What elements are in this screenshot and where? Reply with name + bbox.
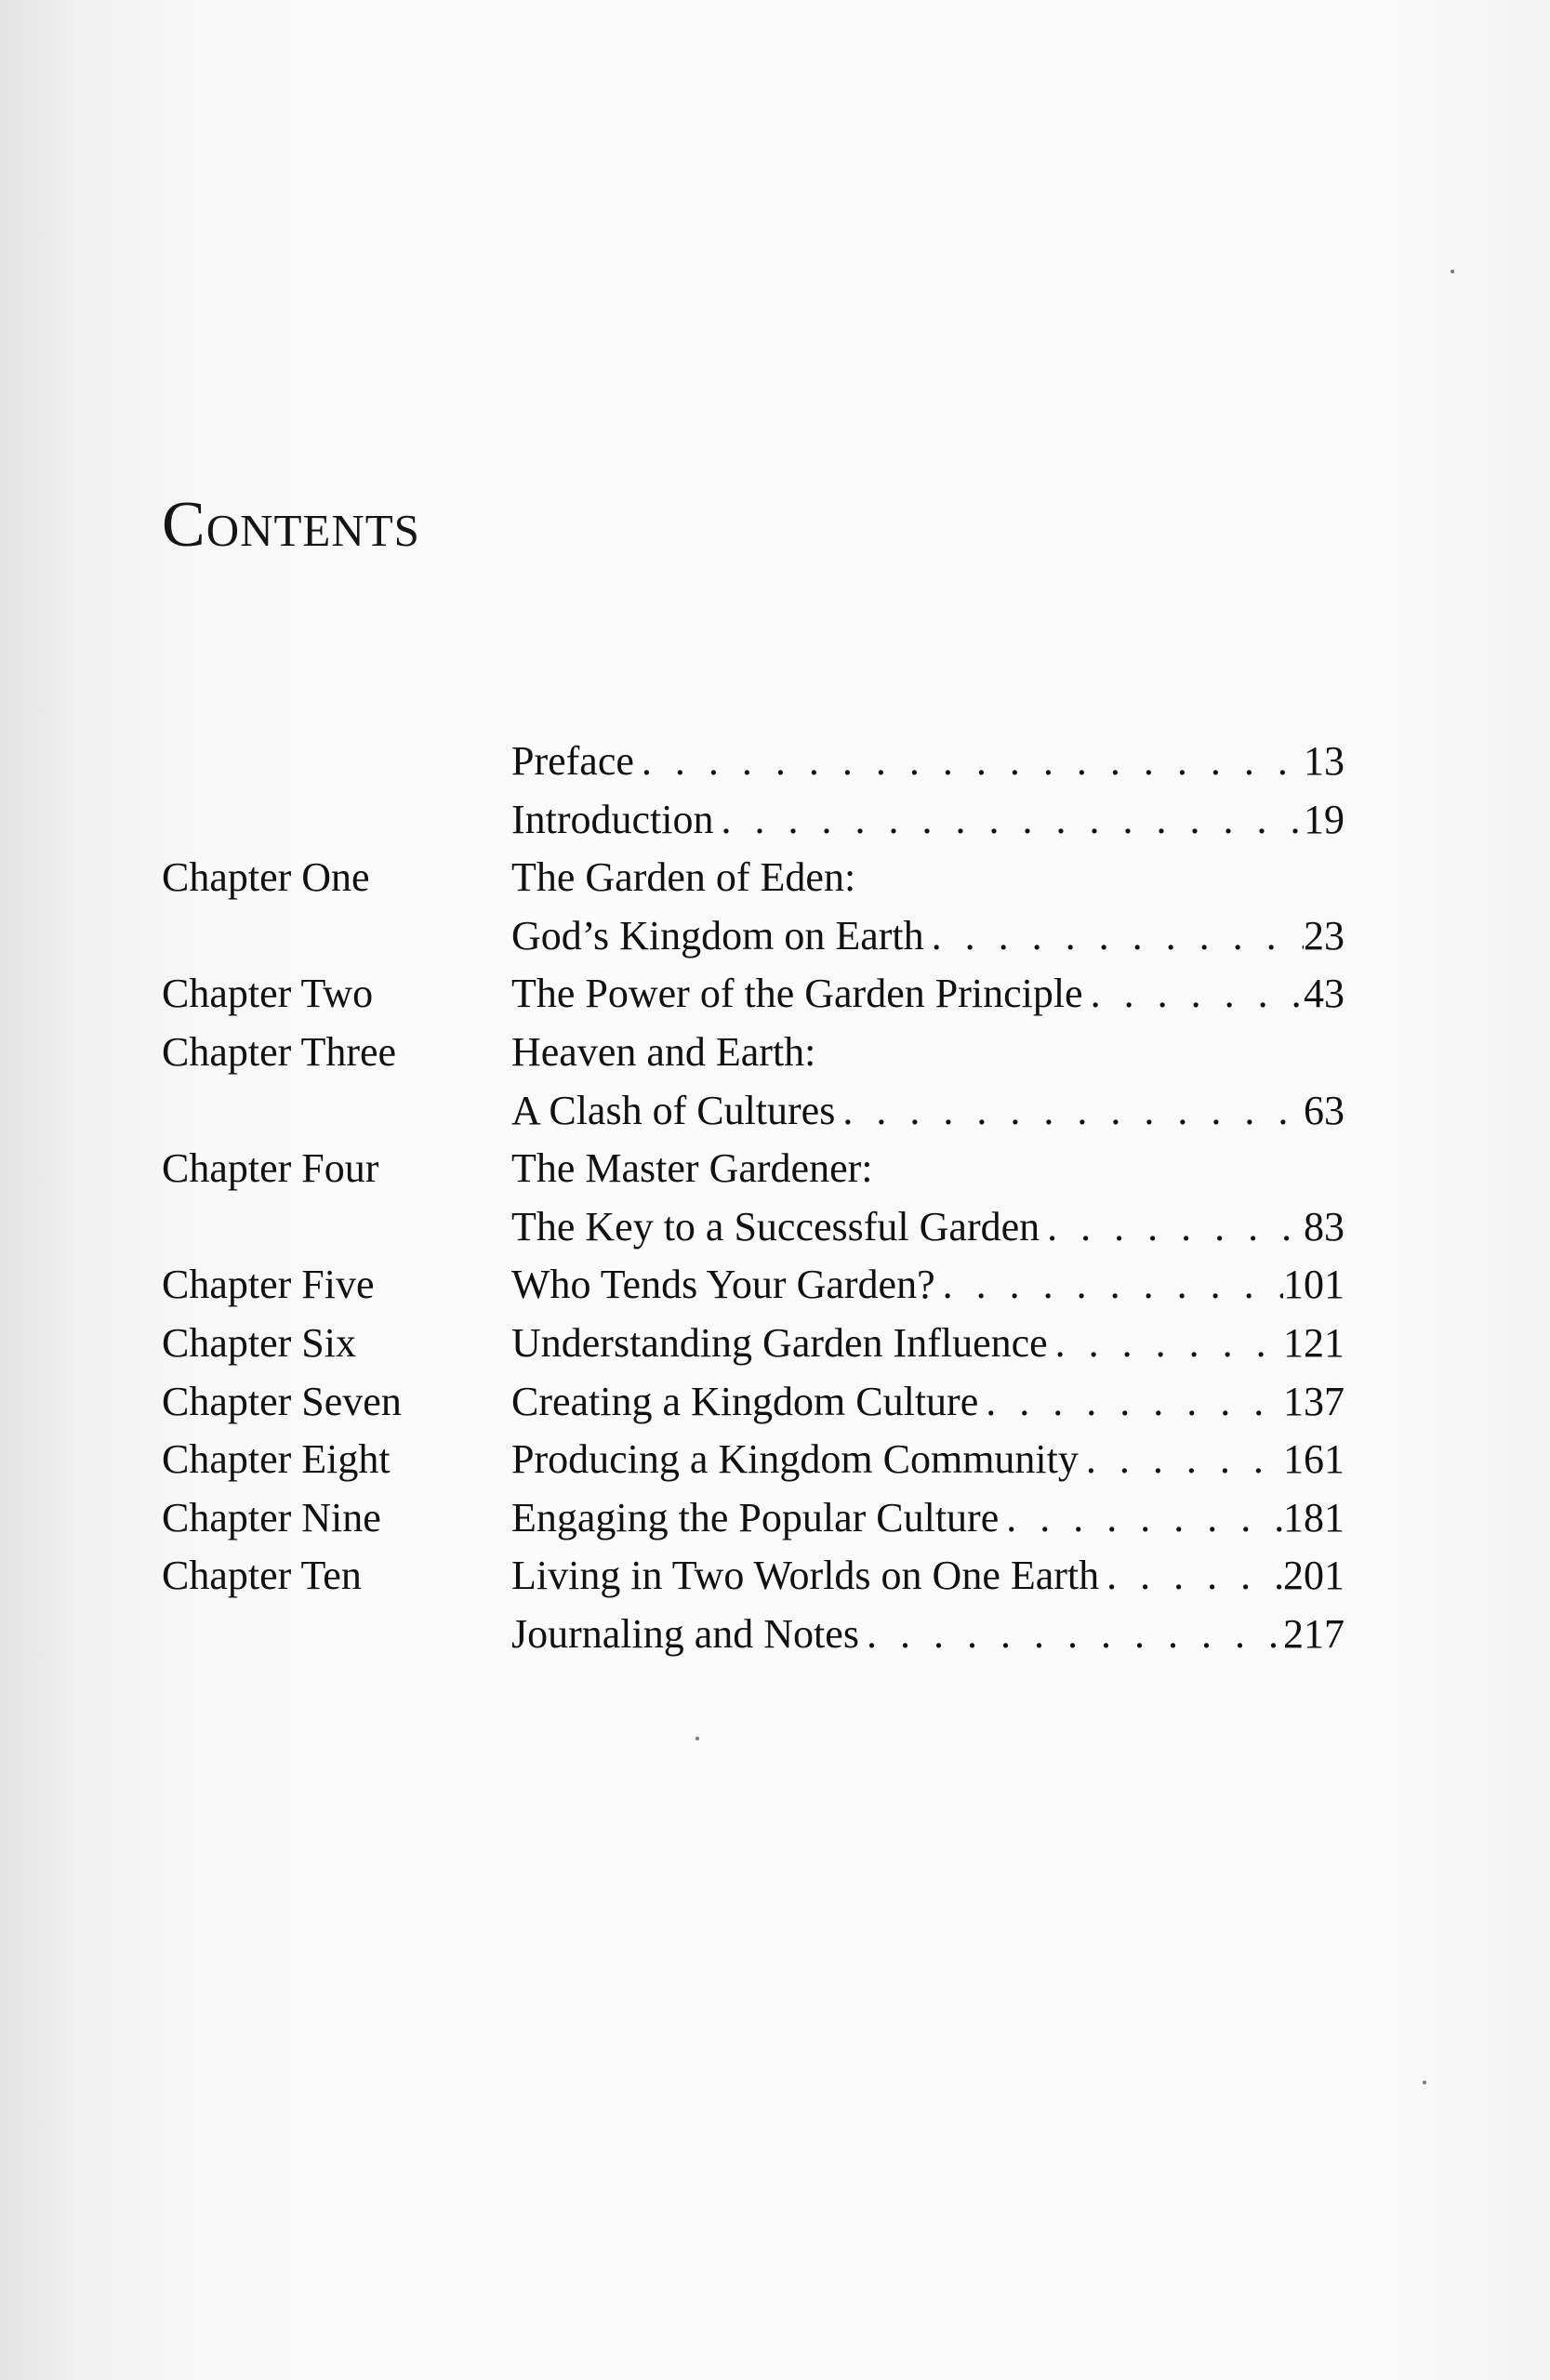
chapter-label: Chapter Two (162, 971, 374, 1017)
toc-entry (511, 1140, 1345, 1198)
page-number: 43 (1304, 971, 1345, 1017)
toc-row (162, 1373, 1345, 1432)
toc-entry (511, 1256, 1345, 1315)
entry-title: Heaven and Earth: (511, 1028, 816, 1075)
entry-title: Living in Two Worlds on One Earth (511, 1553, 1100, 1599)
chapter-label: Chapter Ten (162, 1553, 362, 1599)
dot-leader (1099, 1547, 1283, 1606)
page-number: 201 (1283, 1553, 1345, 1599)
dot-leader (859, 1606, 1283, 1664)
toc-entry (511, 907, 1345, 966)
chapter-label: Chapter Eight (162, 1436, 391, 1483)
paper-speck (696, 1737, 699, 1740)
entry-title: Introduction (511, 796, 714, 842)
toc-row (162, 1606, 1345, 1664)
chapter-label: Chapter Six (162, 1319, 356, 1366)
dot-leader (1040, 1198, 1304, 1257)
entry-title: The Power of the Garden Principle (511, 971, 1083, 1017)
page-number: 181 (1283, 1494, 1345, 1540)
page-number: 19 (1304, 796, 1345, 842)
chapter-label: Chapter Three (162, 1028, 397, 1075)
toc-entry (511, 791, 1345, 850)
toc-row (162, 1082, 1345, 1141)
page-number: 63 (1304, 1087, 1345, 1133)
page-number: 161 (1283, 1436, 1345, 1483)
entry-title: Creating a Kingdom Culture (511, 1378, 979, 1424)
entry-title: Engaging the Popular Culture (511, 1494, 1000, 1540)
page-number: 137 (1283, 1378, 1345, 1424)
chapter-label: Chapter Seven (162, 1378, 402, 1424)
page-title: Contents (162, 489, 420, 561)
toc-entry (511, 1198, 1345, 1257)
toc-entry (511, 1489, 1345, 1548)
entry-title: Preface (511, 738, 634, 784)
page-number: 217 (1283, 1610, 1345, 1657)
dot-leader (1048, 1315, 1283, 1373)
toc-entry (511, 1431, 1345, 1489)
dot-leader (978, 1373, 1283, 1432)
dot-leader (634, 733, 1304, 791)
toc-row (162, 1431, 1345, 1489)
page-number: 101 (1283, 1262, 1345, 1308)
dot-leader (924, 907, 1304, 966)
page-number: 23 (1304, 912, 1345, 959)
table-of-contents (162, 733, 1345, 1664)
toc-entry (511, 1082, 1345, 1141)
toc-row (162, 1489, 1345, 1548)
entry-title: God’s Kingdom on Earth (511, 912, 924, 959)
dot-leader (935, 1256, 1283, 1315)
toc-entry (511, 965, 1345, 1024)
chapter-label: Chapter One (162, 854, 370, 901)
chapter-label: Chapter Nine (162, 1494, 381, 1540)
dot-leader (714, 791, 1304, 850)
chapter-label: Chapter Five (162, 1262, 375, 1308)
entry-title: The Key to a Successful Garden (511, 1203, 1040, 1250)
page-number: 83 (1304, 1203, 1345, 1250)
toc-entry (511, 1024, 1345, 1082)
toc-row (162, 1547, 1345, 1606)
toc-row (162, 1315, 1345, 1373)
toc-entry (511, 1547, 1345, 1606)
entry-title: Who Tends Your Garden? (511, 1262, 935, 1308)
entry-title: A Clash of Cultures (511, 1087, 836, 1133)
paper-speck (1451, 270, 1454, 273)
toc-row (162, 907, 1345, 966)
page-number: 13 (1304, 738, 1345, 784)
toc-entry (511, 1315, 1345, 1373)
toc-entry (511, 849, 1345, 907)
entry-title: The Garden of Eden: (511, 854, 856, 901)
entry-title: Journaling and Notes (511, 1610, 859, 1657)
dot-leader (999, 1489, 1283, 1548)
entry-title: The Master Gardener: (511, 1145, 873, 1192)
dot-leader (835, 1082, 1304, 1141)
paper-speck (1423, 2081, 1426, 2084)
toc-entry (511, 1373, 1345, 1432)
page-number: 121 (1283, 1319, 1345, 1366)
toc-row (162, 1024, 1345, 1082)
toc-row (162, 965, 1345, 1024)
toc-entry (511, 733, 1345, 791)
toc-entry (511, 1606, 1345, 1664)
dot-leader (1079, 1431, 1283, 1489)
entry-title: Understanding Garden Influence (511, 1319, 1048, 1366)
toc-row (162, 1140, 1345, 1198)
toc-row (162, 1198, 1345, 1257)
dot-leader (1083, 965, 1304, 1024)
toc-row (162, 791, 1345, 850)
toc-row (162, 1256, 1345, 1315)
toc-row (162, 733, 1345, 791)
entry-title: Producing a Kingdom Community (511, 1436, 1079, 1483)
toc-row (162, 849, 1345, 907)
chapter-label: Chapter Four (162, 1145, 379, 1192)
